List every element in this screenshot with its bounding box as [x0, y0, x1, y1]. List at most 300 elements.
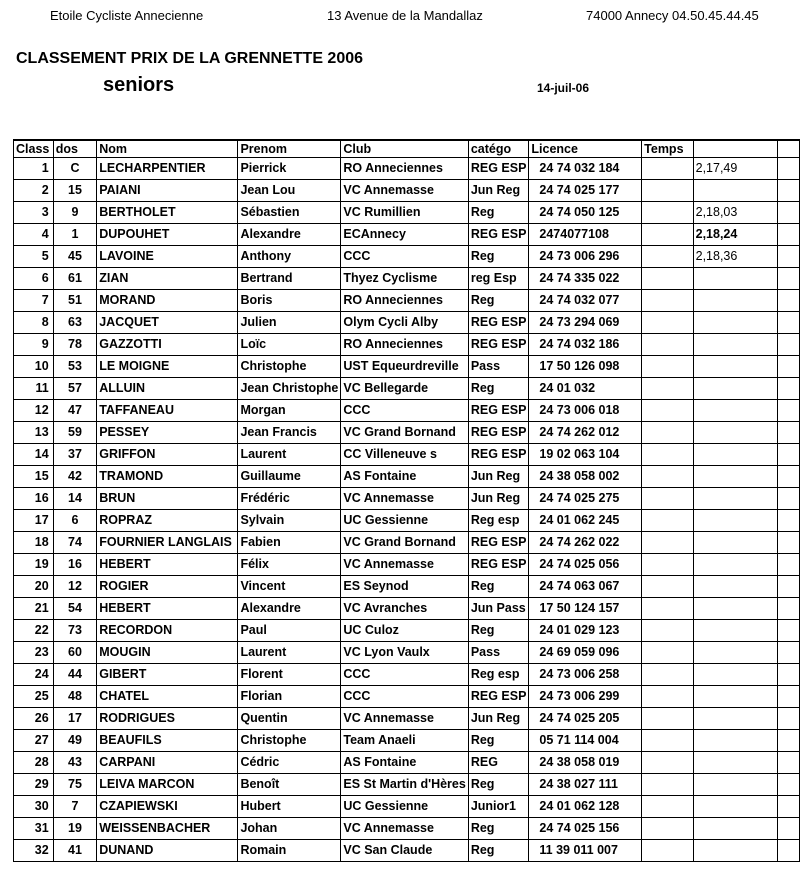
header-licence: Licence: [529, 140, 642, 158]
club-cell: VC San Claude: [341, 840, 468, 862]
club-cell: Thyez Cyclisme: [341, 268, 468, 290]
nom-cell: ALLUIN: [97, 378, 238, 400]
table-row: [14, 268, 800, 290]
temps-cell: [693, 730, 777, 752]
prenom-cell: Johan: [238, 818, 341, 840]
class-cell: 27: [14, 730, 54, 752]
dos-cell: 17: [53, 708, 97, 730]
temps-spacer-cell: [642, 356, 693, 378]
results-table: [13, 139, 800, 862]
header-club: Club: [341, 140, 468, 158]
prenom-cell: Laurent: [238, 444, 341, 466]
nom-cell: LEIVA MARCON: [97, 774, 238, 796]
class-cell: 22: [14, 620, 54, 642]
blank-cell: [777, 752, 799, 774]
licence-cell: 24 74 032 184: [529, 158, 642, 180]
temps-spacer-cell: [642, 620, 693, 642]
club-cell: CCC: [341, 664, 468, 686]
table-body: [14, 158, 800, 862]
table-row: [14, 840, 800, 862]
class-cell: 29: [14, 774, 54, 796]
temps-spacer-cell: [642, 554, 693, 576]
prenom-cell: Alexandre: [238, 224, 341, 246]
blank-cell: [777, 290, 799, 312]
nom-cell: RODRIGUES: [97, 708, 238, 730]
dos-cell: 75: [53, 774, 97, 796]
club-cell: VC Annemasse: [341, 180, 468, 202]
nom-cell: PESSEY: [97, 422, 238, 444]
table-row: [14, 708, 800, 730]
class-cell: 3: [14, 202, 54, 224]
prenom-cell: Hubert: [238, 796, 341, 818]
licence-cell: 24 74 025 177: [529, 180, 642, 202]
club-cell: VC Annemasse: [341, 488, 468, 510]
licence-cell: 11 39 011 007: [529, 840, 642, 862]
organization-address: 13 Avenue de la Mandallaz: [327, 8, 483, 23]
temps-cell: [693, 488, 777, 510]
dos-cell: 15: [53, 180, 97, 202]
header-nom: Nom: [97, 140, 238, 158]
categorie-cell: Reg esp: [468, 664, 529, 686]
table-row: [14, 796, 800, 818]
class-cell: 32: [14, 840, 54, 862]
temps-cell: [693, 356, 777, 378]
temps-cell: [693, 268, 777, 290]
categorie-cell: Reg: [468, 730, 529, 752]
class-cell: 18: [14, 532, 54, 554]
licence-cell: 24 74 032 186: [529, 334, 642, 356]
temps-cell: [693, 180, 777, 202]
categorie-cell: REG: [468, 752, 529, 774]
temps-spacer-cell: [642, 752, 693, 774]
prenom-cell: Florian: [238, 686, 341, 708]
race-date: 14-juil-06: [537, 81, 590, 95]
temps-cell: [693, 840, 777, 862]
temps-spacer-cell: [642, 708, 693, 730]
nom-cell: LECHARPENTIER: [97, 158, 238, 180]
dos-cell: 16: [53, 554, 97, 576]
club-cell: UST Equeurdreville: [341, 356, 468, 378]
categorie-cell: REG ESP: [468, 312, 529, 334]
temps-cell: [693, 620, 777, 642]
temps-spacer-cell: [642, 202, 693, 224]
club-cell: Olym Cycli Alby: [341, 312, 468, 334]
categorie-cell: Jun Reg: [468, 180, 529, 202]
prenom-cell: Christophe: [238, 356, 341, 378]
prenom-cell: Guillaume: [238, 466, 341, 488]
prenom-cell: Sylvain: [238, 510, 341, 532]
temps-spacer-cell: [642, 598, 693, 620]
prenom-cell: Quentin: [238, 708, 341, 730]
nom-cell: ZIAN: [97, 268, 238, 290]
temps-spacer-cell: [642, 730, 693, 752]
licence-cell: 24 69 059 096: [529, 642, 642, 664]
class-cell: 24: [14, 664, 54, 686]
nom-cell: LE MOIGNE: [97, 356, 238, 378]
categorie-cell: REG ESP: [468, 532, 529, 554]
club-cell: CCC: [341, 246, 468, 268]
prenom-cell: Loïc: [238, 334, 341, 356]
club-cell: VC Bellegarde: [341, 378, 468, 400]
club-cell: AS Fontaine: [341, 752, 468, 774]
class-cell: 26: [14, 708, 54, 730]
prenom-cell: Jean Christophe: [238, 378, 341, 400]
table-row: [14, 774, 800, 796]
table-row: [14, 422, 800, 444]
licence-cell: 24 01 062 128: [529, 796, 642, 818]
table-row: [14, 818, 800, 840]
document-header: [0, 8, 800, 28]
dos-cell: 54: [53, 598, 97, 620]
club-cell: ECAnnecy: [341, 224, 468, 246]
categorie-cell: reg Esp: [468, 268, 529, 290]
temps-spacer-cell: [642, 334, 693, 356]
prenom-cell: Fabien: [238, 532, 341, 554]
prenom-cell: Jean Francis: [238, 422, 341, 444]
nom-cell: MOUGIN: [97, 642, 238, 664]
table-row: [14, 510, 800, 532]
header-blank-1: [693, 140, 777, 158]
temps-cell: [693, 598, 777, 620]
categorie-cell: REG ESP: [468, 554, 529, 576]
nom-cell: RECORDON: [97, 620, 238, 642]
club-cell: ES St Martin d'Hères: [341, 774, 468, 796]
nom-cell: DUPOUHET: [97, 224, 238, 246]
table-header-row: [14, 140, 800, 158]
club-cell: UC Culoz: [341, 620, 468, 642]
table-row: [14, 356, 800, 378]
temps-spacer-cell: [642, 378, 693, 400]
table-row: [14, 312, 800, 334]
dos-cell: 59: [53, 422, 97, 444]
categorie-cell: REG ESP: [468, 224, 529, 246]
licence-cell: 24 38 027 111: [529, 774, 642, 796]
table-row: [14, 400, 800, 422]
blank-cell: [777, 158, 799, 180]
temps-spacer-cell: [642, 158, 693, 180]
temps-spacer-cell: [642, 576, 693, 598]
licence-cell: 24 74 050 125: [529, 202, 642, 224]
temps-cell: [693, 752, 777, 774]
class-cell: 12: [14, 400, 54, 422]
club-cell: VC Grand Bornand: [341, 422, 468, 444]
nom-cell: MORAND: [97, 290, 238, 312]
blank-cell: [777, 686, 799, 708]
categorie-cell: Junior1: [468, 796, 529, 818]
class-cell: 14: [14, 444, 54, 466]
header-dos: dos: [53, 140, 97, 158]
categorie-cell: Reg: [468, 840, 529, 862]
class-cell: 31: [14, 818, 54, 840]
dos-cell: 63: [53, 312, 97, 334]
nom-cell: ROPRAZ: [97, 510, 238, 532]
blank-cell: [777, 840, 799, 862]
class-cell: 10: [14, 356, 54, 378]
temps-cell: [693, 708, 777, 730]
categorie-cell: Reg: [468, 378, 529, 400]
temps-cell: [693, 378, 777, 400]
blank-cell: [777, 202, 799, 224]
temps-spacer-cell: [642, 422, 693, 444]
categorie-cell: Reg: [468, 774, 529, 796]
class-cell: 23: [14, 642, 54, 664]
licence-cell: 24 73 006 296: [529, 246, 642, 268]
blank-cell: [777, 268, 799, 290]
nom-cell: BEAUFILS: [97, 730, 238, 752]
class-cell: 1: [14, 158, 54, 180]
licence-cell: 24 74 063 067: [529, 576, 642, 598]
licence-cell: 2474077108: [529, 224, 642, 246]
blank-cell: [777, 246, 799, 268]
nom-cell: ROGIER: [97, 576, 238, 598]
licence-cell: 24 01 029 123: [529, 620, 642, 642]
header-blank-2: [777, 140, 799, 158]
club-cell: VC Annemasse: [341, 818, 468, 840]
licence-cell: 24 74 262 012: [529, 422, 642, 444]
blank-cell: [777, 554, 799, 576]
temps-spacer-cell: [642, 444, 693, 466]
categorie-cell: REG ESP: [468, 334, 529, 356]
temps-spacer-cell: [642, 840, 693, 862]
temps-cell: [693, 444, 777, 466]
prenom-cell: Cédric: [238, 752, 341, 774]
nom-cell: CZAPIEWSKI: [97, 796, 238, 818]
categorie-cell: Reg esp: [468, 510, 529, 532]
table-row: [14, 730, 800, 752]
blank-cell: [777, 818, 799, 840]
categorie-cell: Reg: [468, 246, 529, 268]
licence-cell: 24 74 025 275: [529, 488, 642, 510]
class-cell: 9: [14, 334, 54, 356]
blank-cell: [777, 224, 799, 246]
nom-cell: GAZZOTTI: [97, 334, 238, 356]
temps-cell: [693, 576, 777, 598]
blank-cell: [777, 642, 799, 664]
licence-cell: 24 74 025 056: [529, 554, 642, 576]
table-row: [14, 180, 800, 202]
nom-cell: HEBERT: [97, 554, 238, 576]
dos-cell: 44: [53, 664, 97, 686]
class-cell: 20: [14, 576, 54, 598]
nom-cell: WEISSENBACHER: [97, 818, 238, 840]
blank-cell: [777, 774, 799, 796]
header-categorie: catégo: [468, 140, 529, 158]
prenom-cell: Alexandre: [238, 598, 341, 620]
category-label: seniors: [103, 74, 175, 96]
blank-cell: [777, 466, 799, 488]
table-row: [14, 620, 800, 642]
table-row: [14, 598, 800, 620]
dos-cell: C: [53, 158, 97, 180]
prenom-cell: Félix: [238, 554, 341, 576]
categorie-cell: Jun Reg: [468, 708, 529, 730]
club-cell: UC Gessienne: [341, 510, 468, 532]
dos-cell: 19: [53, 818, 97, 840]
categorie-cell: Reg: [468, 576, 529, 598]
table-row: [14, 202, 800, 224]
prenom-cell: Laurent: [238, 642, 341, 664]
temps-spacer-cell: [642, 664, 693, 686]
licence-cell: 24 01 032: [529, 378, 642, 400]
blank-cell: [777, 422, 799, 444]
prenom-cell: Paul: [238, 620, 341, 642]
dos-cell: 49: [53, 730, 97, 752]
temps-spacer-cell: [642, 466, 693, 488]
table-row: [14, 290, 800, 312]
nom-cell: LAVOINE: [97, 246, 238, 268]
table-row: [14, 158, 800, 180]
licence-cell: 24 74 025 205: [529, 708, 642, 730]
temps-cell: [693, 686, 777, 708]
dos-cell: 6: [53, 510, 97, 532]
dos-cell: 1: [53, 224, 97, 246]
prenom-cell: Vincent: [238, 576, 341, 598]
temps-spacer-cell: [642, 686, 693, 708]
club-cell: RO Anneciennes: [341, 334, 468, 356]
dos-cell: 12: [53, 576, 97, 598]
temps-cell: [693, 290, 777, 312]
temps-cell: [693, 312, 777, 334]
class-cell: 15: [14, 466, 54, 488]
temps-cell: [693, 818, 777, 840]
temps-cell: [693, 400, 777, 422]
dos-cell: 60: [53, 642, 97, 664]
licence-cell: 24 38 058 019: [529, 752, 642, 774]
prenom-cell: Julien: [238, 312, 341, 334]
categorie-cell: REG ESP: [468, 158, 529, 180]
table-row: [14, 686, 800, 708]
categorie-cell: Jun Reg: [468, 488, 529, 510]
dos-cell: 61: [53, 268, 97, 290]
licence-cell: 19 02 063 104: [529, 444, 642, 466]
dos-cell: 74: [53, 532, 97, 554]
prenom-cell: Jean Lou: [238, 180, 341, 202]
class-cell: 6: [14, 268, 54, 290]
licence-cell: 24 73 006 018: [529, 400, 642, 422]
categorie-cell: REG ESP: [468, 400, 529, 422]
blank-cell: [777, 488, 799, 510]
class-cell: 21: [14, 598, 54, 620]
prenom-cell: Morgan: [238, 400, 341, 422]
class-cell: 19: [14, 554, 54, 576]
temps-spacer-cell: [642, 488, 693, 510]
table-row: [14, 444, 800, 466]
temps-cell: [693, 774, 777, 796]
prenom-cell: Boris: [238, 290, 341, 312]
club-cell: CCC: [341, 400, 468, 422]
prenom-cell: Anthony: [238, 246, 341, 268]
table-row: [14, 554, 800, 576]
class-cell: 7: [14, 290, 54, 312]
temps-spacer-cell: [642, 180, 693, 202]
club-cell: AS Fontaine: [341, 466, 468, 488]
temps-spacer-cell: [642, 268, 693, 290]
dos-cell: 41: [53, 840, 97, 862]
temps-spacer-cell: [642, 312, 693, 334]
categorie-cell: REG ESP: [468, 422, 529, 444]
club-cell: VC Rumillien: [341, 202, 468, 224]
table-row: [14, 224, 800, 246]
categorie-cell: Reg: [468, 818, 529, 840]
blank-cell: [777, 356, 799, 378]
blank-cell: [777, 796, 799, 818]
licence-cell: 17 50 124 157: [529, 598, 642, 620]
nom-cell: FOURNIER LANGLAIS: [97, 532, 238, 554]
nom-cell: TAFFANEAU: [97, 400, 238, 422]
club-cell: RO Anneciennes: [341, 290, 468, 312]
club-cell: VC Avranches: [341, 598, 468, 620]
temps-spacer-cell: [642, 246, 693, 268]
class-cell: 30: [14, 796, 54, 818]
table-row: [14, 246, 800, 268]
prenom-cell: Pierrick: [238, 158, 341, 180]
club-cell: CC Villeneuve s: [341, 444, 468, 466]
temps-spacer-cell: [642, 642, 693, 664]
licence-cell: 24 01 062 245: [529, 510, 642, 532]
licence-cell: 24 74 025 156: [529, 818, 642, 840]
categorie-cell: Reg: [468, 202, 529, 224]
table-row: [14, 466, 800, 488]
categorie-cell: Jun Pass: [468, 598, 529, 620]
blank-cell: [777, 664, 799, 686]
class-cell: 11: [14, 378, 54, 400]
blank-cell: [777, 334, 799, 356]
licence-cell: 24 74 032 077: [529, 290, 642, 312]
table-row: [14, 488, 800, 510]
table-row: [14, 664, 800, 686]
prenom-cell: Christophe: [238, 730, 341, 752]
class-cell: 13: [14, 422, 54, 444]
temps-spacer-cell: [642, 818, 693, 840]
temps-cell: [693, 466, 777, 488]
dos-cell: 47: [53, 400, 97, 422]
temps-cell: [693, 796, 777, 818]
dos-cell: 57: [53, 378, 97, 400]
licence-cell: 24 73 006 258: [529, 664, 642, 686]
categorie-cell: Reg: [468, 290, 529, 312]
blank-cell: [777, 576, 799, 598]
nom-cell: DUNAND: [97, 840, 238, 862]
temps-cell: [693, 642, 777, 664]
club-cell: CCC: [341, 686, 468, 708]
temps-spacer-cell: [642, 510, 693, 532]
club-cell: VC Lyon Vaulx: [341, 642, 468, 664]
nom-cell: BRUN: [97, 488, 238, 510]
nom-cell: GIBERT: [97, 664, 238, 686]
nom-cell: PAIANI: [97, 180, 238, 202]
club-cell: VC Annemasse: [341, 708, 468, 730]
temps-cell: [693, 510, 777, 532]
temps-cell: 2,18,24: [693, 224, 777, 246]
class-cell: 28: [14, 752, 54, 774]
prenom-cell: Frédéric: [238, 488, 341, 510]
blank-cell: [777, 510, 799, 532]
class-cell: 16: [14, 488, 54, 510]
blank-cell: [777, 378, 799, 400]
class-cell: 25: [14, 686, 54, 708]
prenom-cell: Sébastien: [238, 202, 341, 224]
temps-spacer-cell: [642, 224, 693, 246]
class-cell: 4: [14, 224, 54, 246]
blank-cell: [777, 620, 799, 642]
temps-spacer-cell: [642, 290, 693, 312]
licence-cell: 24 73 006 299: [529, 686, 642, 708]
temps-spacer-cell: [642, 532, 693, 554]
nom-cell: CARPANI: [97, 752, 238, 774]
temps-cell: [693, 422, 777, 444]
prenom-cell: Benoît: [238, 774, 341, 796]
class-cell: 5: [14, 246, 54, 268]
